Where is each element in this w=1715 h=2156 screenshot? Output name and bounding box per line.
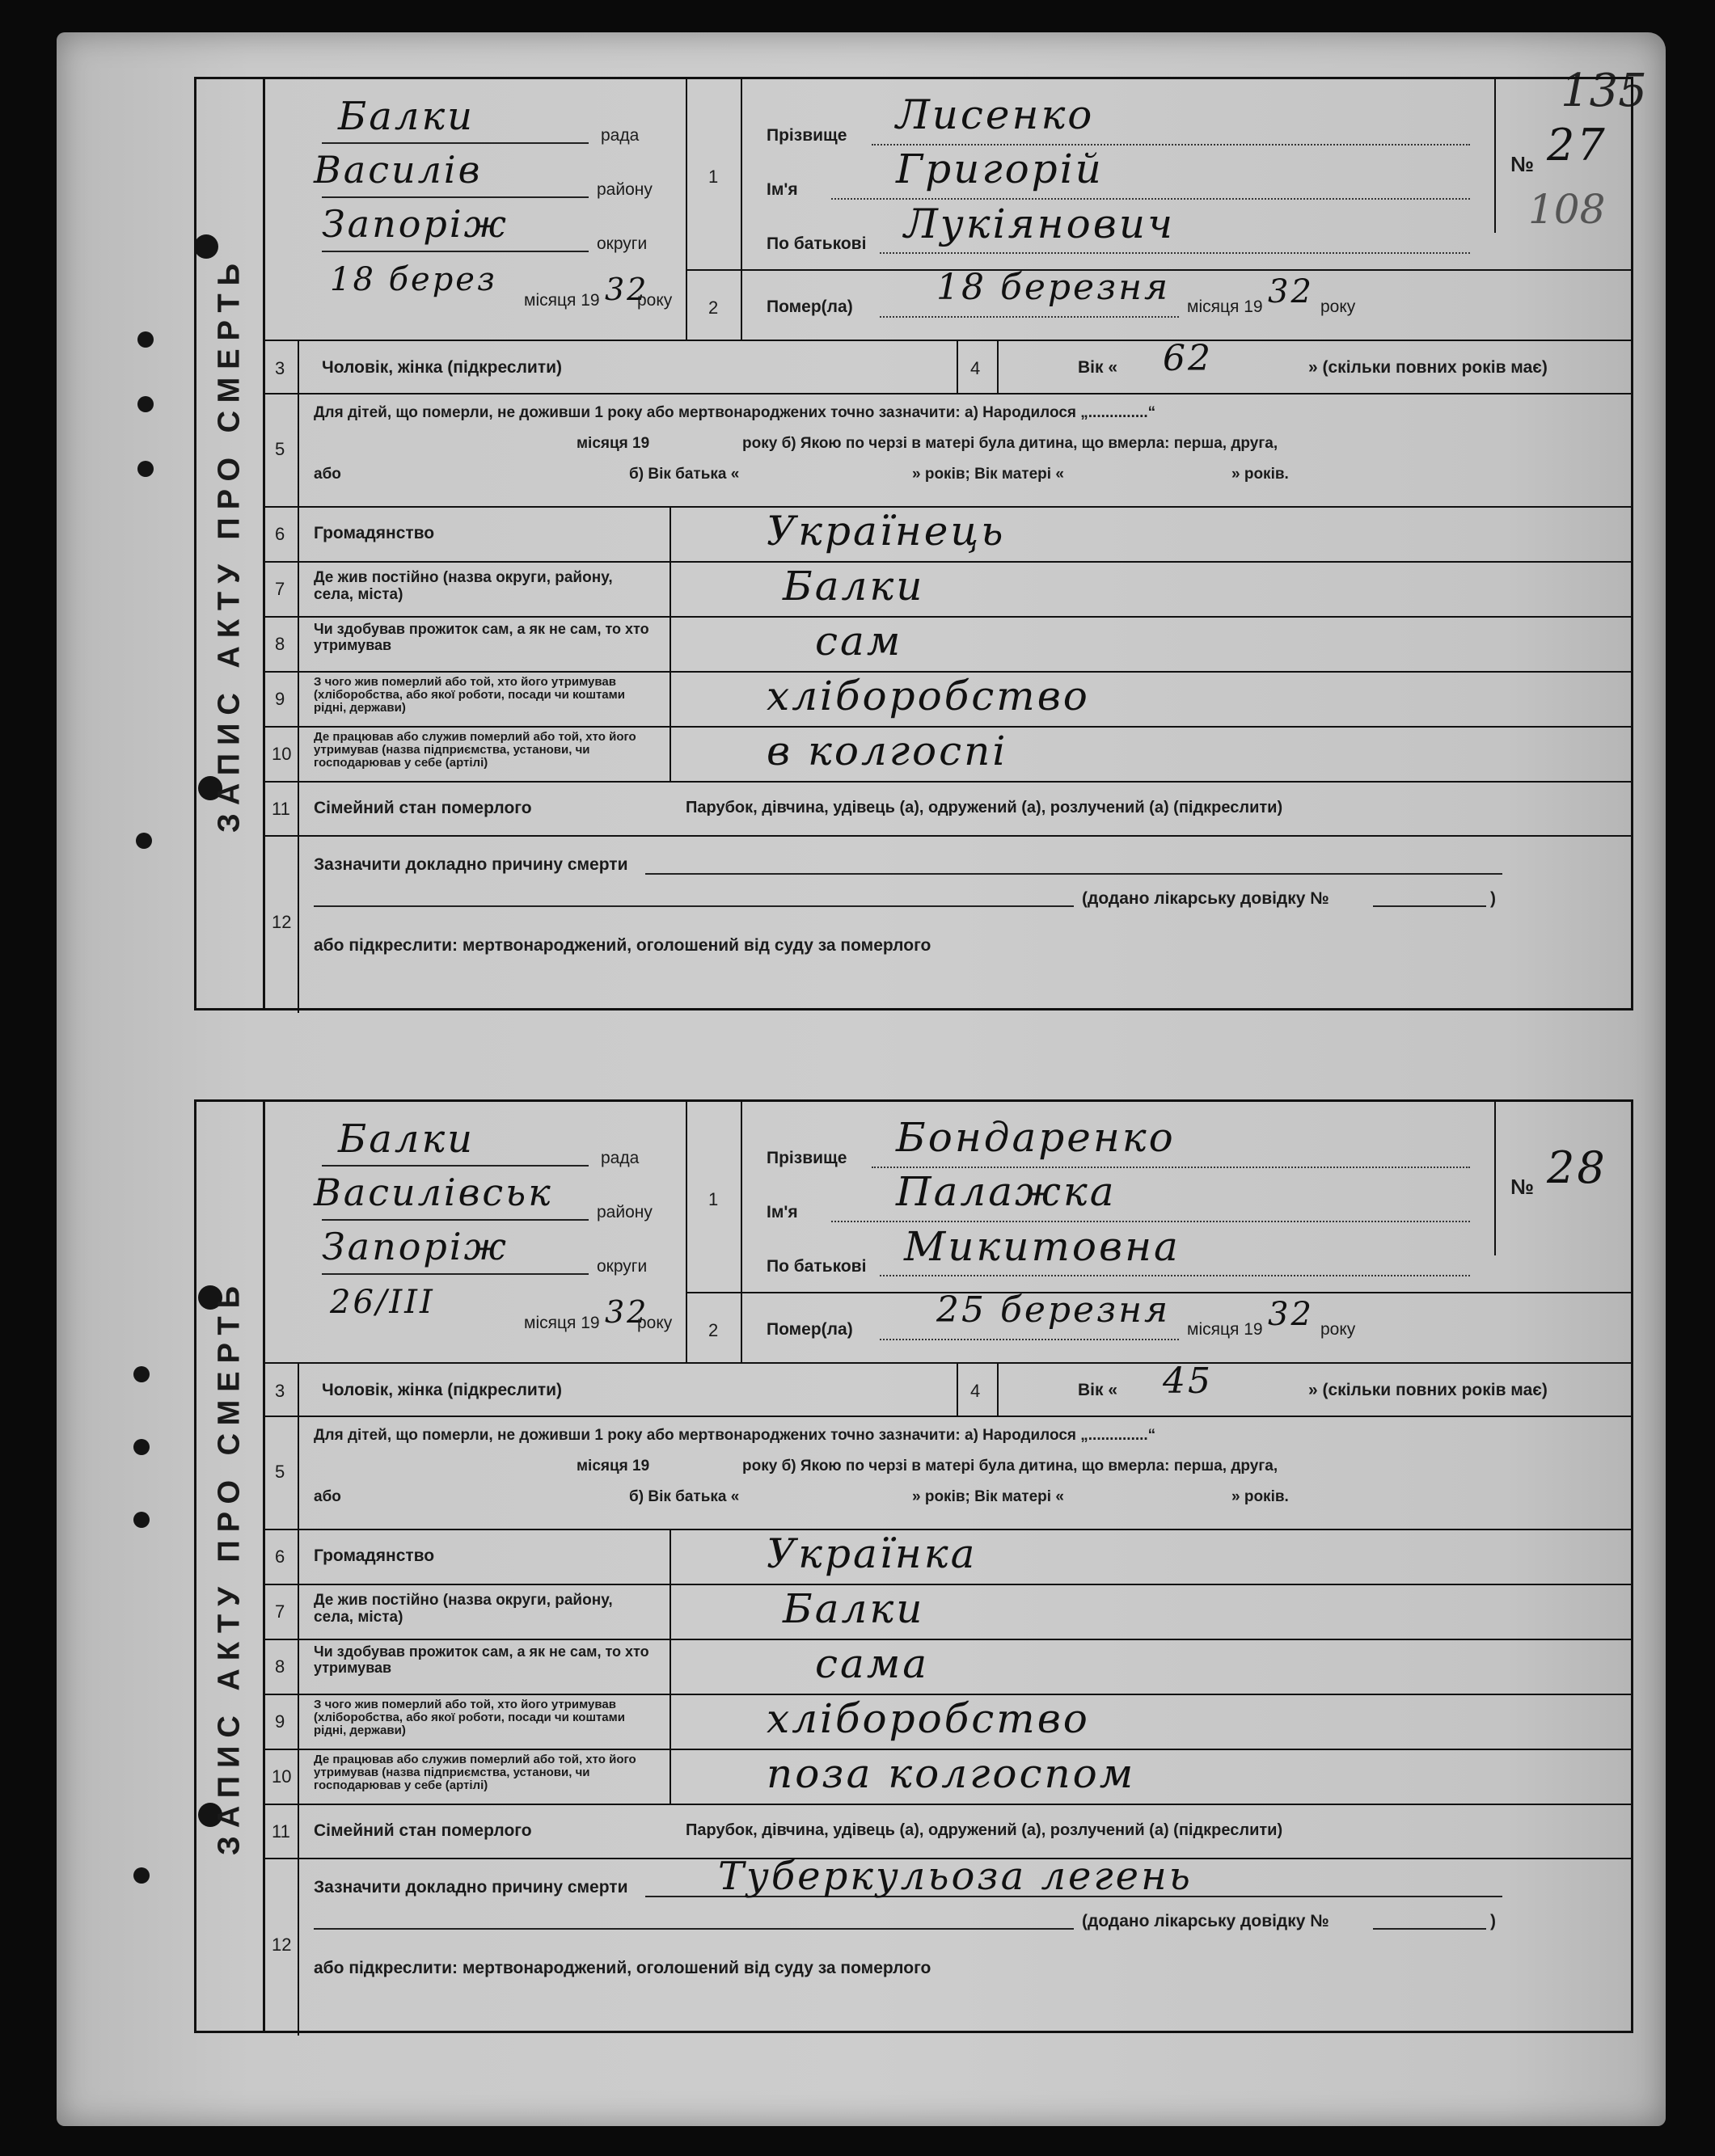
age-value: 45 (1163, 1361, 1213, 1402)
medical-certificate-close: ) (1490, 1912, 1496, 1930)
rada-value: Балки (338, 94, 475, 139)
rayon-value: Василів (314, 148, 483, 192)
registration-date: 18 берез (330, 261, 497, 298)
registration-year: 32 (605, 1294, 649, 1330)
death-month-label: місяця 19 (1187, 297, 1263, 316)
medical-certificate-label: (додано лікарську довідку № (1082, 889, 1329, 908)
children-note-line2b: року б) Якою по черзі в матері була дитина, що вмерла: перша, друга, (742, 435, 1278, 452)
death-year-label: року (1320, 1320, 1356, 1339)
cause-label: Зазначити докладно причину смерти (314, 855, 628, 874)
children-note-line3b: б) Вік батька « (629, 1488, 740, 1505)
children-note-line2a: місяця 19 (577, 1458, 650, 1475)
row-number-6: 6 (275, 524, 285, 544)
death-month-label: місяця 19 (1187, 1320, 1263, 1339)
children-note-line3c: » років; Вік матері « (912, 1488, 1064, 1505)
children-note-line3a: або (314, 466, 341, 483)
support-value: сама (815, 1640, 930, 1687)
punch-hole (133, 1439, 150, 1455)
residence-value: Балки (783, 563, 925, 610)
livelihood-label: З чого жив померлий або той, хто його утримував (хліборобства, або якої роботи, посади чи коштами рідні, держави) (314, 1698, 625, 1737)
row-number-8: 8 (275, 1656, 285, 1677)
death-date-label: Помер(ла) (767, 1320, 853, 1339)
row-number-1: 1 (708, 167, 719, 187)
patronymic-label: По батькові (767, 1257, 867, 1276)
gender-label: Чоловік, жінка (підкреслити) (322, 358, 563, 377)
support-value: сам (815, 618, 903, 665)
name-value: Григорій (896, 146, 1104, 192)
death-record-form-1 (194, 77, 1633, 1010)
death-date-value: 25 березня (936, 1289, 1171, 1331)
workplace-label: Де працював або служив померлий або той, хто його утримував (назва підприємства, установи, чи господарював у себе (артілі) (314, 1753, 636, 1792)
medical-certificate-close: ) (1490, 889, 1496, 908)
citizenship-label: Громадянство (314, 524, 435, 542)
patronymic-label: По батькові (767, 234, 867, 253)
death-year-value: 32 (1268, 1296, 1314, 1333)
row-number-5: 5 (275, 439, 285, 459)
children-note-line3d: » років. (1231, 1488, 1289, 1505)
residence-label: Де жив постійно (назва округи, району, села, міста) (314, 569, 613, 603)
folio-number: 135 (1561, 65, 1647, 117)
row-number-4: 4 (970, 1381, 981, 1401)
okruha-value: Запоріж (322, 1225, 509, 1268)
name-label: Ім'я (767, 1203, 798, 1221)
row-number-2: 2 (708, 297, 719, 318)
punch-hole (133, 1512, 150, 1528)
punch-hole (136, 833, 152, 849)
row-number-10: 10 (272, 1766, 292, 1787)
children-note-line3a: або (314, 1488, 341, 1505)
number-label: № (1510, 1175, 1534, 1199)
patronymic-value: Микитовна (904, 1223, 1181, 1270)
support-label: Чи здобував прожиток сам, а як не сам, то хто утримував (314, 1643, 649, 1676)
record-number: 27 (1547, 120, 1607, 171)
rada-label: рада (601, 126, 640, 145)
row-number-11: 11 (272, 1821, 290, 1842)
rayon-label: району (597, 180, 653, 199)
death-year-label: року (1320, 297, 1356, 316)
punch-hole (137, 461, 154, 477)
row-number-3: 3 (275, 1381, 285, 1401)
punch-hole (133, 1366, 150, 1382)
livelihood-label: З чого жив померлий або той, хто його утримував (хліборобства, або якої роботи, посади чи коштами рідні, держави) (314, 675, 625, 715)
rada-label: рада (601, 1149, 640, 1167)
children-note-line1: Для дітей, що померли, не доживши 1 року або мертвонароджених точно зазначити: а) Народилося „..............“ (314, 1427, 1156, 1444)
patronymic-value: Лукіянович (904, 200, 1176, 247)
livelihood-value: хліборобство (767, 1695, 1090, 1742)
surname-label: Прізвище (767, 1149, 847, 1167)
age-note: » (скільки повних років має) (1308, 358, 1548, 377)
rayon-label: району (597, 1203, 653, 1221)
registration-year: 32 (605, 272, 649, 307)
stillborn-note: або підкреслити: мертвонароджений, оголошений від суду за померлого (314, 936, 931, 955)
registration-year-label: року (637, 291, 673, 310)
number-label: № (1510, 152, 1534, 176)
row-number-12: 12 (272, 912, 292, 932)
age-note: » (скільки повних років має) (1308, 1381, 1548, 1399)
row-number-7: 7 (275, 1601, 285, 1622)
punch-hole (137, 396, 154, 412)
name-value: Палажка (896, 1168, 1117, 1215)
surname-label: Прізвище (767, 126, 847, 145)
rada-value: Балки (338, 1116, 475, 1162)
row-number-4: 4 (970, 358, 981, 378)
registration-month-label: місяця 19 (524, 291, 600, 310)
workplace-label: Де працював або служив померлий або той, хто його утримував (назва підприємства, установи, чи господарював у себе (артілі) (314, 730, 636, 770)
livelihood-value: хліборобство (767, 673, 1090, 719)
record-number: 28 (1547, 1142, 1607, 1193)
citizenship-value: Українець (767, 508, 1006, 555)
row-number-9: 9 (275, 1711, 285, 1732)
marital-status-options: Парубок, дівчина, удівець (а), одружений (а), розлучений (а) (підкреслити) (686, 1821, 1283, 1839)
registration-year-label: року (637, 1314, 673, 1332)
death-date-label: Помер(ла) (767, 297, 853, 316)
stillborn-note: або підкреслити: мертвонароджений, оголошений від суду за померлого (314, 1959, 931, 1977)
okruha-label: округи (597, 234, 648, 253)
row-number-2: 2 (708, 1320, 719, 1340)
cause-of-death-value: Туберкульоза легень (718, 1854, 1193, 1899)
children-note-line3b: б) Вік батька « (629, 466, 740, 483)
row-number-6: 6 (275, 1546, 285, 1567)
citizenship-label: Громадянство (314, 1546, 435, 1565)
row-number-1: 1 (708, 1189, 719, 1209)
death-record-form-2 (194, 1099, 1633, 2033)
row-number-10: 10 (272, 744, 292, 764)
children-note-line2b: року б) Якою по черзі в матері була дитина, що вмерла: перша, друга, (742, 1458, 1278, 1475)
row-number-8: 8 (275, 634, 285, 654)
cause-label: Зазначити докладно причину смерти (314, 1878, 628, 1897)
punch-hole (137, 331, 154, 348)
workplace-value: поза колгоспом (767, 1750, 1136, 1797)
age-label: Вік « (1078, 1381, 1118, 1399)
citizenship-value: Українка (767, 1530, 978, 1577)
form-side-title: ЗАПИС АКТУ ПРО СМЕРТЬ (196, 1102, 265, 2031)
registration-date: 26/III (330, 1284, 435, 1321)
marital-status-label: Сімейний стан померлого (314, 799, 532, 817)
registration-month-label: місяця 19 (524, 1314, 600, 1332)
workplace-value: в колгоспі (767, 728, 1008, 774)
row-number-5: 5 (275, 1462, 285, 1482)
surname-value: Лисенко (896, 91, 1095, 138)
row-number-9: 9 (275, 689, 285, 709)
marital-status-options: Парубок, дівчина, удівець (а), одружений (а), розлучений (а) (підкреслити) (686, 799, 1283, 816)
death-date-value: 18 березня (936, 267, 1171, 308)
rayon-value: Василівськ (314, 1171, 553, 1214)
children-note-line1: Для дітей, що померли, не доживши 1 року або мертвонароджених точно зазначити: а) Народилося „..............“ (314, 404, 1156, 421)
row-number-3: 3 (275, 358, 285, 378)
age-label: Вік « (1078, 358, 1118, 377)
death-year-value: 32 (1268, 273, 1314, 310)
surname-value: Бондаренко (896, 1114, 1176, 1161)
folio-side-number: 108 (1528, 186, 1606, 233)
row-number-7: 7 (275, 579, 285, 599)
row-number-12: 12 (272, 1934, 292, 1955)
age-value: 62 (1163, 338, 1213, 379)
children-note-line3c: » років; Вік матері « (912, 466, 1064, 483)
children-note-line2a: місяця 19 (577, 435, 650, 452)
gender-label: Чоловік, жінка (підкреслити) (322, 1381, 563, 1399)
residence-label: Де жив постійно (назва округи, району, села, міста) (314, 1592, 613, 1626)
okruha-value: Запоріж (322, 202, 509, 246)
children-note-line3d: » років. (1231, 466, 1289, 483)
medical-certificate-label: (додано лікарську довідку № (1082, 1912, 1329, 1930)
row-number-11: 11 (272, 799, 290, 819)
residence-value: Балки (783, 1585, 925, 1632)
support-label: Чи здобував прожиток сам, а як не сам, то хто утримував (314, 621, 649, 653)
marital-status-label: Сімейний стан померлого (314, 1821, 532, 1840)
name-label: Ім'я (767, 180, 798, 199)
form-side-title: ЗАПИС АКТУ ПРО СМЕРТЬ (196, 79, 265, 1008)
punch-hole (133, 1867, 150, 1884)
okruha-label: округи (597, 1257, 648, 1276)
